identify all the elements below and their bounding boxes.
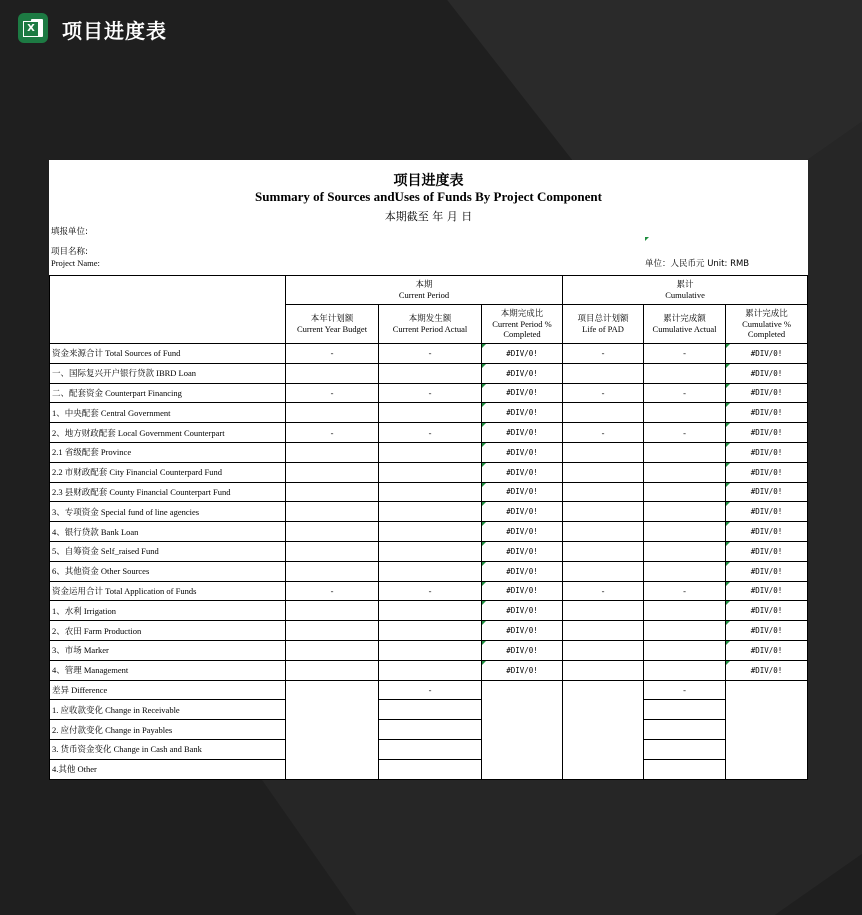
top-bar <box>0 0 862 58</box>
table-row <box>50 601 808 621</box>
row-label[interactable]: 资金运用合计 Total Application of Funds <box>50 581 286 601</box>
row-label[interactable]: 2.1 省级配套 Province <box>50 442 286 462</box>
table-cell[interactable]: - <box>379 581 482 601</box>
row-label[interactable]: 3、专项资金 Special fund of line agencies <box>50 502 286 522</box>
table-cell[interactable] <box>286 482 379 502</box>
row-label[interactable]: 1. 应收款变化 Change in Receivable <box>50 700 286 720</box>
table-cell[interactable]: #DIV/0! <box>482 601 563 621</box>
table-cell[interactable]: #DIV/0! <box>482 541 563 561</box>
row-label[interactable]: 2、地方财政配套 Local Government Counterpart <box>50 423 286 443</box>
row-label[interactable]: 一、国际复兴开户银行贷款 IBRD Loan <box>50 363 286 383</box>
table-cell[interactable] <box>563 601 644 621</box>
header-blank-cell <box>50 276 286 344</box>
table-cell[interactable] <box>286 403 379 423</box>
row-label[interactable]: 资金来源合计 Total Sources of Fund <box>50 344 286 364</box>
table-row <box>50 522 808 542</box>
table-row <box>50 383 808 403</box>
table-cell[interactable]: #DIV/0! <box>726 660 808 680</box>
table-row <box>50 720 808 740</box>
table-cell[interactable] <box>644 462 726 482</box>
table-cell[interactable]: #DIV/0! <box>726 403 808 423</box>
table-cell[interactable]: #DIV/0! <box>482 561 563 581</box>
table-cell[interactable]: #DIV/0! <box>726 581 808 601</box>
table-cell[interactable]: - <box>563 383 644 403</box>
table-cell[interactable] <box>644 482 726 502</box>
table-cell[interactable] <box>379 759 482 779</box>
table-cell[interactable]: - <box>286 383 379 403</box>
table-row <box>50 462 808 482</box>
row-label[interactable]: 差异 Difference <box>50 680 286 700</box>
table-cell[interactable]: #DIV/0! <box>482 462 563 482</box>
table-cell[interactable] <box>644 700 726 720</box>
table-cell[interactable]: #DIV/0! <box>482 344 563 364</box>
row-label[interactable]: 2、农田 Farm Production <box>50 621 286 641</box>
group-header-cumulative: 累计 Cumulative <box>563 276 808 305</box>
table-cell[interactable] <box>379 522 482 542</box>
table-cell[interactable]: #DIV/0! <box>482 621 563 641</box>
table-row <box>50 640 808 660</box>
table-cell[interactable] <box>286 363 379 383</box>
row-label[interactable]: 4.其他 Other <box>50 759 286 779</box>
table-cell[interactable]: #DIV/0! <box>726 363 808 383</box>
table-cell[interactable] <box>644 561 726 581</box>
table-cell[interactable]: #DIV/0! <box>482 403 563 423</box>
table-cell[interactable] <box>563 541 644 561</box>
table-cell[interactable] <box>286 561 379 581</box>
row-label[interactable]: 1、中央配套 Central Government <box>50 403 286 423</box>
table-row <box>50 739 808 759</box>
table-cell[interactable]: - <box>379 423 482 443</box>
table-row <box>50 621 808 641</box>
table-cell[interactable] <box>379 442 482 462</box>
table-cell[interactable] <box>644 541 726 561</box>
table-cell[interactable]: #DIV/0! <box>726 482 808 502</box>
table-cell[interactable]: - <box>379 680 482 700</box>
row-label[interactable]: 2. 应付款变化 Change in Payables <box>50 720 286 740</box>
table-cell[interactable]: - <box>644 344 726 364</box>
table-cell[interactable] <box>379 700 482 720</box>
row-label[interactable]: 4、银行贷款 Bank Loan <box>50 522 286 542</box>
table-row <box>50 660 808 680</box>
table-cell[interactable]: #DIV/0! <box>482 660 563 680</box>
table-cell[interactable]: #DIV/0! <box>726 522 808 542</box>
table-row <box>50 502 808 522</box>
spreadsheet <box>49 160 808 780</box>
table-cell[interactable] <box>563 640 644 660</box>
table-cell[interactable]: #DIV/0! <box>482 442 563 462</box>
col-header-cumulative-pct: 累计完成比 Cumulative % Completed <box>726 305 808 344</box>
table-row <box>50 561 808 581</box>
table-cell[interactable] <box>379 502 482 522</box>
row-label[interactable]: 二、配套资金 Counterpart Financing <box>50 383 286 403</box>
table-cell[interactable] <box>379 462 482 482</box>
table-cell[interactable] <box>286 621 379 641</box>
table-cell[interactable] <box>644 403 726 423</box>
project-name-label-cn: 项目名称: <box>51 247 88 257</box>
group-header-current: 本期 Current Period <box>286 276 563 305</box>
merged-cell[interactable] <box>726 680 808 779</box>
table-cell[interactable] <box>644 759 726 779</box>
table-cell[interactable]: #DIV/0! <box>482 502 563 522</box>
period-line: 本期截至 年 月 日 <box>384 210 473 223</box>
table-cell[interactable]: #DIV/0! <box>726 344 808 364</box>
excel-icon: X <box>18 13 48 43</box>
table-cell[interactable] <box>563 462 644 482</box>
table-cell[interactable] <box>644 739 726 759</box>
table-cell[interactable] <box>644 442 726 462</box>
row-label[interactable]: 1、水利 Irrigation <box>50 601 286 621</box>
table-cell[interactable] <box>563 660 644 680</box>
table-cell[interactable] <box>563 442 644 462</box>
table-cell[interactable]: - <box>644 383 726 403</box>
table-cell[interactable]: - <box>379 383 482 403</box>
table-cell[interactable] <box>644 363 726 383</box>
table-cell[interactable]: #DIV/0! <box>726 423 808 443</box>
table-cell[interactable] <box>644 660 726 680</box>
row-label[interactable]: 6、其他资金 Other Sources <box>50 561 286 581</box>
table-row <box>50 581 808 601</box>
table-cell[interactable] <box>644 502 726 522</box>
table-cell[interactable] <box>644 522 726 542</box>
table-cell[interactable]: #DIV/0! <box>726 462 808 482</box>
cell-marker <box>645 237 649 241</box>
reporting-unit-label: 填报单位: <box>51 227 88 237</box>
table-cell[interactable] <box>286 522 379 542</box>
table-cell[interactable] <box>563 363 644 383</box>
table-cell[interactable] <box>563 621 644 641</box>
table-cell[interactable]: #DIV/0! <box>482 640 563 660</box>
table-row <box>50 482 808 502</box>
table-cell[interactable] <box>563 561 644 581</box>
table-cell[interactable]: #DIV/0! <box>726 502 808 522</box>
table-cell[interactable]: - <box>563 423 644 443</box>
table-cell[interactable] <box>379 720 482 740</box>
progress-table <box>49 275 808 780</box>
table-cell[interactable]: - <box>644 581 726 601</box>
table-row <box>50 442 808 462</box>
col-header-life-of-pad: 项目总计划额 Life of PAD <box>563 305 644 344</box>
merged-cell[interactable] <box>482 680 563 779</box>
table-cell[interactable] <box>644 601 726 621</box>
table-cell[interactable]: - <box>644 423 726 443</box>
row-label[interactable]: 3. 货币资金变化 Change in Cash and Bank <box>50 739 286 759</box>
table-cell[interactable]: #DIV/0! <box>482 383 563 403</box>
table-cell[interactable]: - <box>379 344 482 364</box>
table-cell[interactable] <box>644 640 726 660</box>
table-cell[interactable] <box>379 482 482 502</box>
table-cell[interactable]: - <box>563 581 644 601</box>
table-cell[interactable]: #DIV/0! <box>726 541 808 561</box>
table-cell[interactable] <box>286 660 379 680</box>
table-cell[interactable]: #DIV/0! <box>726 621 808 641</box>
table-cell[interactable]: #DIV/0! <box>482 363 563 383</box>
table-cell[interactable]: - <box>644 680 726 700</box>
table-row <box>50 680 808 700</box>
table-cell[interactable] <box>379 640 482 660</box>
sheet-title-en: Summary of Sources andUses of Funds By Project Component <box>255 189 602 204</box>
table-cell[interactable]: #DIV/0! <box>726 561 808 581</box>
col-header-current-period-pct: 本期完成比 Current Period % Completed <box>482 305 563 344</box>
row-label[interactable]: 3、市场 Marker <box>50 640 286 660</box>
app-title: 项目进度表 <box>62 19 167 43</box>
table-cell[interactable]: #DIV/0! <box>482 581 563 601</box>
table-cell[interactable] <box>379 739 482 759</box>
table-cell[interactable] <box>563 482 644 502</box>
row-label[interactable]: 2.2 市财政配套 City Financial Counterpard Fund <box>50 462 286 482</box>
table-cell[interactable]: - <box>286 423 379 443</box>
col-header-current-year-budget: 本年计划额 Current Year Budget <box>286 305 379 344</box>
sheet-title-cn: 项目进度表 <box>393 173 464 189</box>
merged-cell[interactable] <box>286 680 379 779</box>
table-row <box>50 344 808 364</box>
table-row <box>50 423 808 443</box>
row-label[interactable]: 4、管理 Management <box>50 660 286 680</box>
table-cell[interactable] <box>644 621 726 641</box>
table-cell[interactable] <box>286 502 379 522</box>
table-cell[interactable]: - <box>286 344 379 364</box>
col-header-cumulative-actual: 累计完成额 Cumulative Actual <box>644 305 726 344</box>
row-label[interactable]: 2.3 县财政配套 County Financial Counterpart Fund <box>50 482 286 502</box>
table-cell[interactable] <box>286 541 379 561</box>
table-row <box>50 541 808 561</box>
table-cell[interactable]: #DIV/0! <box>726 383 808 403</box>
table-cell[interactable]: #DIV/0! <box>726 442 808 462</box>
table-cell[interactable] <box>563 502 644 522</box>
table-cell[interactable] <box>379 601 482 621</box>
table-cell[interactable] <box>379 621 482 641</box>
table-cell[interactable]: - <box>286 581 379 601</box>
table-cell[interactable]: #DIV/0! <box>482 482 563 502</box>
table-cell[interactable] <box>644 720 726 740</box>
table-cell[interactable] <box>286 601 379 621</box>
merged-cell[interactable] <box>563 680 644 779</box>
table-cell[interactable] <box>379 660 482 680</box>
table-cell[interactable]: #DIV/0! <box>482 423 563 443</box>
row-label[interactable]: 5、自筹资金 Self_raised Fund <box>50 541 286 561</box>
table-row <box>50 403 808 423</box>
table-row <box>50 700 808 720</box>
table-cell[interactable] <box>286 640 379 660</box>
table-row <box>50 363 808 383</box>
project-name-label-en: Project Name: <box>51 258 100 268</box>
table-cell[interactable] <box>286 442 379 462</box>
table-cell[interactable]: #DIV/0! <box>482 522 563 542</box>
table-cell[interactable]: #DIV/0! <box>726 601 808 621</box>
table-cell[interactable] <box>563 403 644 423</box>
unit-label: 单位：人民币元 Unit: RMB <box>645 259 750 269</box>
table-cell[interactable]: - <box>563 344 644 364</box>
table-row <box>50 759 808 779</box>
table-cell[interactable] <box>286 462 379 482</box>
col-header-current-period-actual: 本期发生额 Current Period Actual <box>379 305 482 344</box>
table-cell[interactable]: #DIV/0! <box>726 640 808 660</box>
table-cell[interactable] <box>379 363 482 383</box>
table-cell[interactable] <box>379 561 482 581</box>
table-cell[interactable] <box>563 522 644 542</box>
table-cell[interactable] <box>379 403 482 423</box>
table-cell[interactable] <box>379 541 482 561</box>
